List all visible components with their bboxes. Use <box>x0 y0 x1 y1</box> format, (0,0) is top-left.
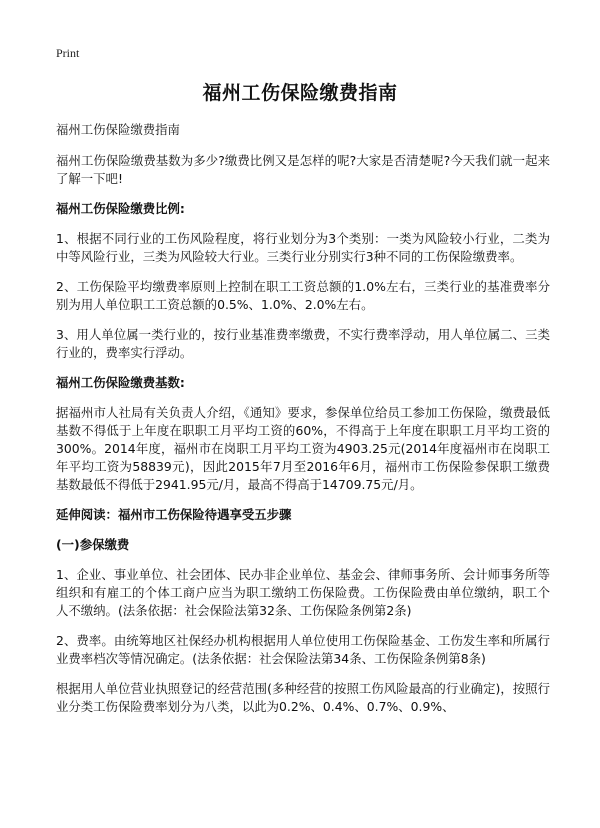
page-title: 福州工伤保险缴费指南 <box>202 82 398 104</box>
document-body <box>56 121 550 728</box>
ratio-item: 2、工伤保险平均缴费率原则上控制在职工工资总额的1.0%左右，三类行业的基准费率分别为用人单位职工工资总额的0.5%、1.0%、2.0%左右。 <box>56 279 550 312</box>
extended-reading-heading: 延伸阅读：福州市工伤保险待遇享受五步骤 <box>56 507 292 522</box>
intro-heading: 福州工伤保险缴费指南 <box>56 122 180 137</box>
extended-item: 1、企业、事业单位、社会团体、民办非企业单位、基金会、律师事务所、会计师事务所等组织和有雇工的个体工商户应当为职工缴纳工伤保险费。工伤保险费由单位缴纳，职工个人不缴纳。(法条依据：社会保险法第32条、工伤保险条例第2条) <box>56 567 550 618</box>
extended-item: 根据用人单位营业执照登记的经营范围(多种经营的按照工伤风险最高的行业确定)，按照行业分类工伤保险费率划分为八类，以此为0.2%、0.4%、0.7%、0.9%、 <box>56 681 550 714</box>
section-heading-ratio: 福州工伤保险缴费比例: <box>56 201 185 216</box>
ratio-item: 3、用人单位属一类行业的，按行业基准费率缴费，不实行费率浮动，用人单位属二、三类行业的，费率实行浮动。 <box>56 327 550 360</box>
base-paragraph: 据福州市人社局有关负责人介绍，《通知》要求，参保单位给员工参加工伤保险，缴费最低基数不得低于上年度在职职工月平均工资的60%，不得高于上年度在职职工月平均工资的300%。2014年度，福州市在岗职工月平均工资为4903.25元(2014年度福州市在岗职工年平均工资为58839元)，因此2015年7月至2016年6月，福州市工伤保险参保职工缴费基数最低不得低于2941.95元/月，最高不得高于14709.75元/月。 <box>56 405 550 492</box>
intro-paragraph: 福州工伤保险缴费基数为多少?缴费比例又是怎样的呢?大家是否清楚呢?今天我们就一起来了解一下吧! <box>56 153 550 186</box>
extended-item: 2、费率。由统筹地区社保经办机构根据用人单位使用工伤保险基金、工伤发生率和所属行业费率档次等情况确定。(法条依据：社会保险法第34条、工伤保险条例第8条) <box>56 633 550 666</box>
print-label: Print <box>56 46 80 60</box>
extended-subheading: (一)参保缴费 <box>56 537 130 552</box>
section-heading-base: 福州工伤保险缴费基数: <box>56 375 185 390</box>
ratio-item: 1、根据不同行业的工伤风险程度，将行业划分为3个类别：一类为风险较小行业，二类为中等风险行业，三类为风险较大行业。三类行业分别实行3种不同的工伤保险缴费率。 <box>56 231 550 264</box>
